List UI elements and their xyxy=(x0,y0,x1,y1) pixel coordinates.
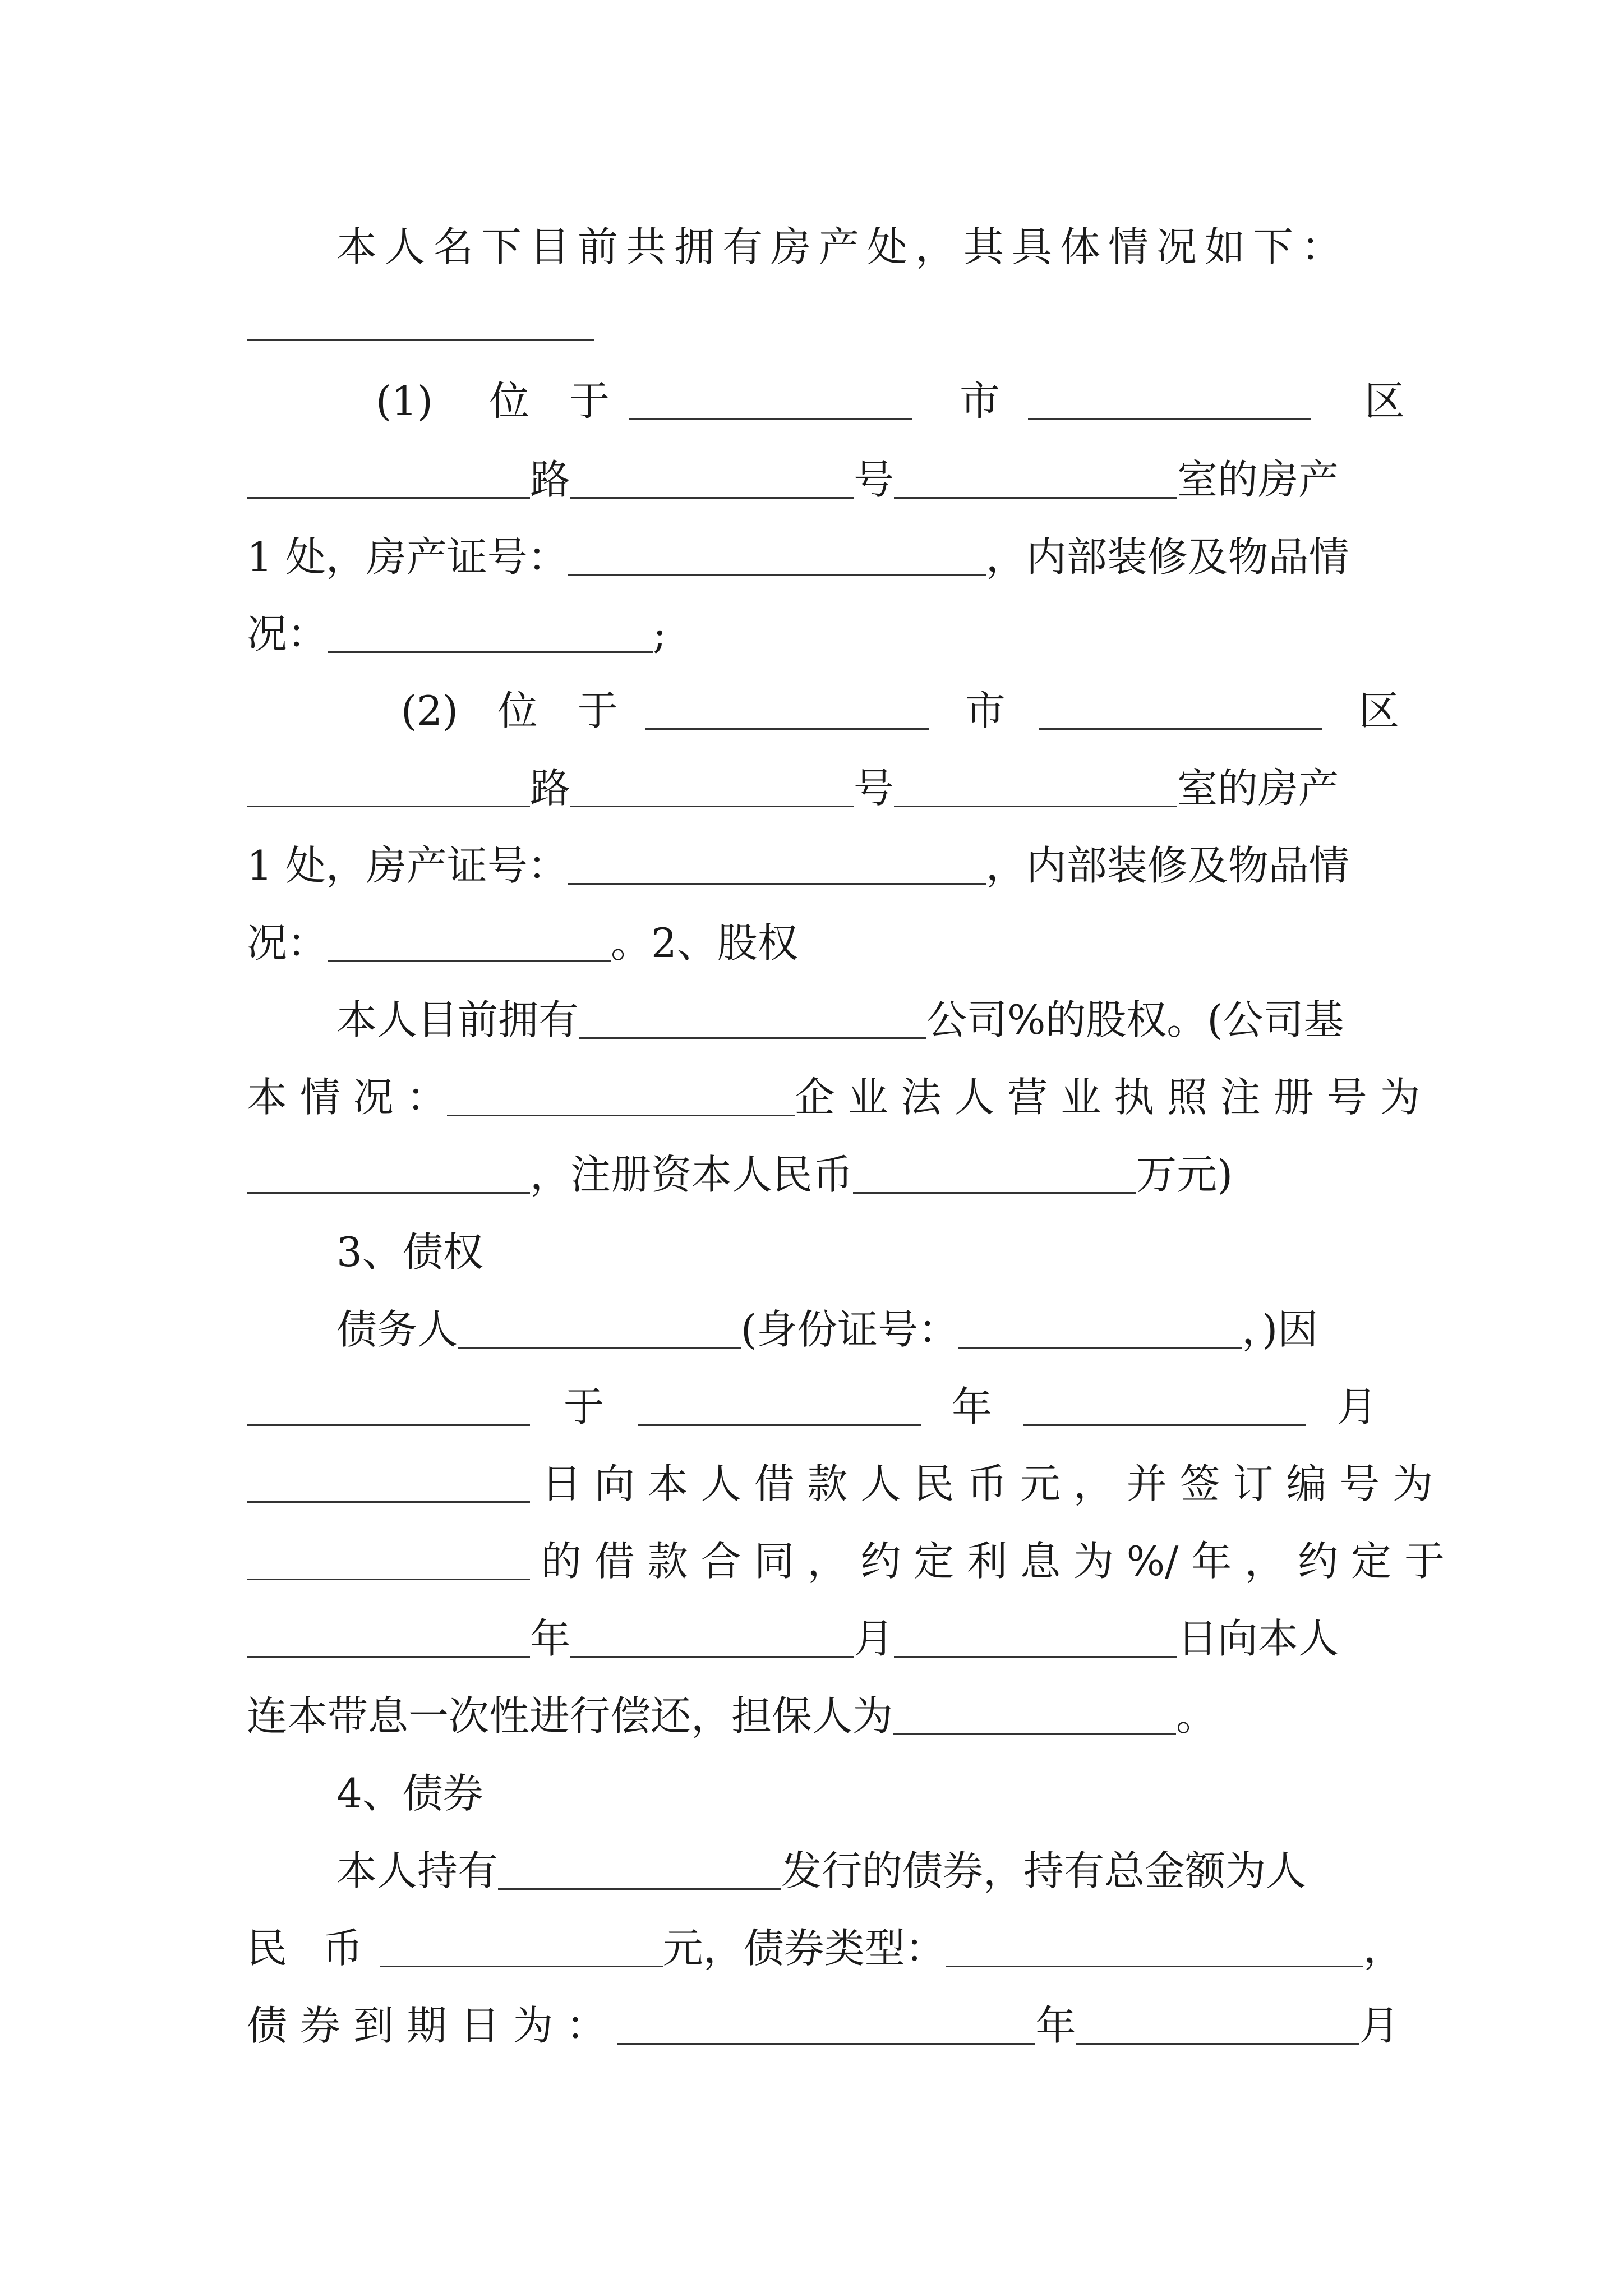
located-label: 位 于 xyxy=(497,687,631,734)
debtor-blank[interactable] xyxy=(458,1311,741,1349)
located-label: 位 于 xyxy=(489,378,623,425)
condition-label: 况： xyxy=(247,919,328,967)
capital-blank[interactable] xyxy=(853,1156,1136,1194)
loan-label: 日 向 本 人 借 款 人 民 币 元 ， 并 签 订 编 号 为 xyxy=(541,1460,1433,1507)
condition-label: 况： xyxy=(247,610,328,657)
debt-line-1 xyxy=(336,1299,1391,1360)
guarantor-blank[interactable] xyxy=(893,1697,1176,1735)
district-label: 区 xyxy=(1364,378,1405,425)
wan-label: 万元) xyxy=(1136,1151,1233,1198)
city-blank[interactable] xyxy=(645,692,929,730)
condition-blank[interactable] xyxy=(328,924,611,962)
room-label: 室的房产 xyxy=(1177,765,1339,812)
day-blank[interactable] xyxy=(247,1465,530,1503)
capital-label: ，注册资本人民币 xyxy=(530,1151,854,1198)
contract-number-blank[interactable] xyxy=(247,1543,530,1580)
basic-info-label: 本 情 况 ： xyxy=(247,1074,447,1121)
number-label: 号 xyxy=(854,456,895,503)
district-blank[interactable] xyxy=(1039,692,1322,730)
year-label: 年 xyxy=(952,1383,993,1430)
certificate-blank[interactable] xyxy=(568,539,986,576)
debt-line-5 xyxy=(247,1608,1391,1669)
blank-line xyxy=(247,339,594,341)
bond-type-blank[interactable] xyxy=(946,1930,1363,1967)
item-number: (2) xyxy=(401,687,458,734)
road-label: 路 xyxy=(530,765,571,812)
property-1-line-4 xyxy=(247,603,1391,665)
road-blank[interactable] xyxy=(247,461,530,499)
debt-heading: 3、债权 xyxy=(336,1228,483,1276)
decor-label: ，内部装修及物品情 xyxy=(985,842,1349,889)
equity-percent-label: 公司%的股权。(公司基 xyxy=(926,996,1344,1043)
city-label: 市 xyxy=(959,378,1000,425)
certificate-blank[interactable] xyxy=(568,847,986,885)
bond-line-3 xyxy=(247,1995,1400,2056)
issued-label: 发行的债券，持有总金额为人 xyxy=(781,1847,1307,1894)
debtor-label: 债务人 xyxy=(336,1306,458,1353)
room-blank[interactable] xyxy=(894,461,1177,499)
bond-heading-line xyxy=(336,1763,1391,1824)
bond-line-2 xyxy=(247,1917,1404,1979)
company-blank[interactable] xyxy=(579,1001,926,1039)
month-label: 月 xyxy=(1359,2002,1400,2049)
bond-heading: 4、债券 xyxy=(336,1770,483,1817)
decor-label: ，内部装修及物品情 xyxy=(985,533,1349,581)
property-1-line-2 xyxy=(247,449,1391,510)
number-blank[interactable] xyxy=(570,770,854,807)
month-blank[interactable] xyxy=(1023,1388,1306,1426)
license-blank[interactable] xyxy=(247,1156,530,1194)
debt-line-2 xyxy=(247,1376,1391,1438)
due-blank[interactable] xyxy=(617,2007,1035,2045)
intro-line xyxy=(336,216,1391,278)
repay-year-blank[interactable] xyxy=(247,1620,530,1658)
count-label: 1 处，房产证号： xyxy=(247,842,568,889)
property-1-line-1 xyxy=(247,370,1405,432)
debt-line-3 xyxy=(247,1453,1433,1515)
repay-label: 连本带息一次性进行偿还，担保人为 xyxy=(247,1692,893,1740)
year-label: 年 xyxy=(530,1615,571,1662)
debt-line-4 xyxy=(247,1530,1445,1592)
id-blank[interactable] xyxy=(958,1311,1242,1349)
repay-month-blank[interactable] xyxy=(570,1620,854,1658)
count-label: 1 处，房产证号： xyxy=(247,533,568,581)
month-label: 月 xyxy=(1337,1383,1378,1430)
room-blank[interactable] xyxy=(894,770,1177,807)
repay-day-blank[interactable] xyxy=(894,1620,1177,1658)
repay-day-label: 日向本人 xyxy=(1177,1615,1339,1662)
property-2-line-3 xyxy=(247,835,1391,896)
equity-line-3 xyxy=(247,1144,1391,1205)
license-label: 企 业 法 人 营 业 执 照 注 册 号 为 xyxy=(794,1074,1421,1121)
debt-heading-line xyxy=(336,1221,1391,1283)
equity-own-label: 本人目前拥有 xyxy=(336,996,579,1043)
room-label: 室的房产 xyxy=(1177,456,1339,503)
number-blank[interactable] xyxy=(570,461,854,499)
city-blank[interactable] xyxy=(629,383,912,420)
at-label: 于 xyxy=(564,1383,605,1430)
basic-info-blank[interactable] xyxy=(447,1079,795,1116)
equity-line-1 xyxy=(336,989,1391,1051)
city-label: 市 xyxy=(965,687,1006,734)
due-label: 债 券 到 期 日 为 ： xyxy=(247,2002,607,2049)
month-label: 月 xyxy=(854,1615,895,1662)
intro-text: 本人名下目前共拥有房产处，其具体情况如下： xyxy=(336,223,1350,270)
equity-heading: 。2、股权 xyxy=(611,919,798,967)
debt-line-6 xyxy=(247,1685,1391,1747)
rmb-label: 民 币 xyxy=(247,1925,374,1972)
reason-blank[interactable] xyxy=(247,1388,530,1426)
comma: ， xyxy=(1363,1925,1404,1972)
item-number: (1) xyxy=(376,378,433,425)
district-blank[interactable] xyxy=(1028,383,1311,420)
contract-label: 的 借 款 合 同 ， 约 定 利 息 为 %/ 年 ， 约 定 于 xyxy=(541,1538,1445,1585)
issuer-blank[interactable] xyxy=(498,1852,781,1890)
id-label: (身份证号： xyxy=(741,1306,959,1353)
year-label: 年 xyxy=(1035,2002,1076,2049)
property-2-line-1 xyxy=(247,680,1399,742)
road-label: 路 xyxy=(530,456,571,503)
id-end-label: ，)因 xyxy=(1242,1306,1318,1353)
number-label: 号 xyxy=(854,765,895,812)
bond-line-1 xyxy=(336,1840,1391,1902)
property-1-line-3 xyxy=(247,526,1391,588)
hold-label: 本人持有 xyxy=(336,1847,499,1894)
period: 。 xyxy=(1176,1692,1217,1740)
property-2-line-2 xyxy=(247,757,1391,819)
line-end: ; xyxy=(653,610,667,657)
district-label: 区 xyxy=(1358,687,1399,734)
equity-line-2 xyxy=(247,1066,1421,1128)
condition-blank[interactable] xyxy=(328,615,653,653)
yuan-label: 元，债券类型： xyxy=(662,1925,946,1972)
property-2-line-4 xyxy=(247,912,1391,974)
year-blank[interactable] xyxy=(638,1388,921,1426)
amount-blank[interactable] xyxy=(380,1930,663,1967)
due-month-blank[interactable] xyxy=(1076,2007,1359,2045)
road-blank[interactable] xyxy=(247,770,530,807)
